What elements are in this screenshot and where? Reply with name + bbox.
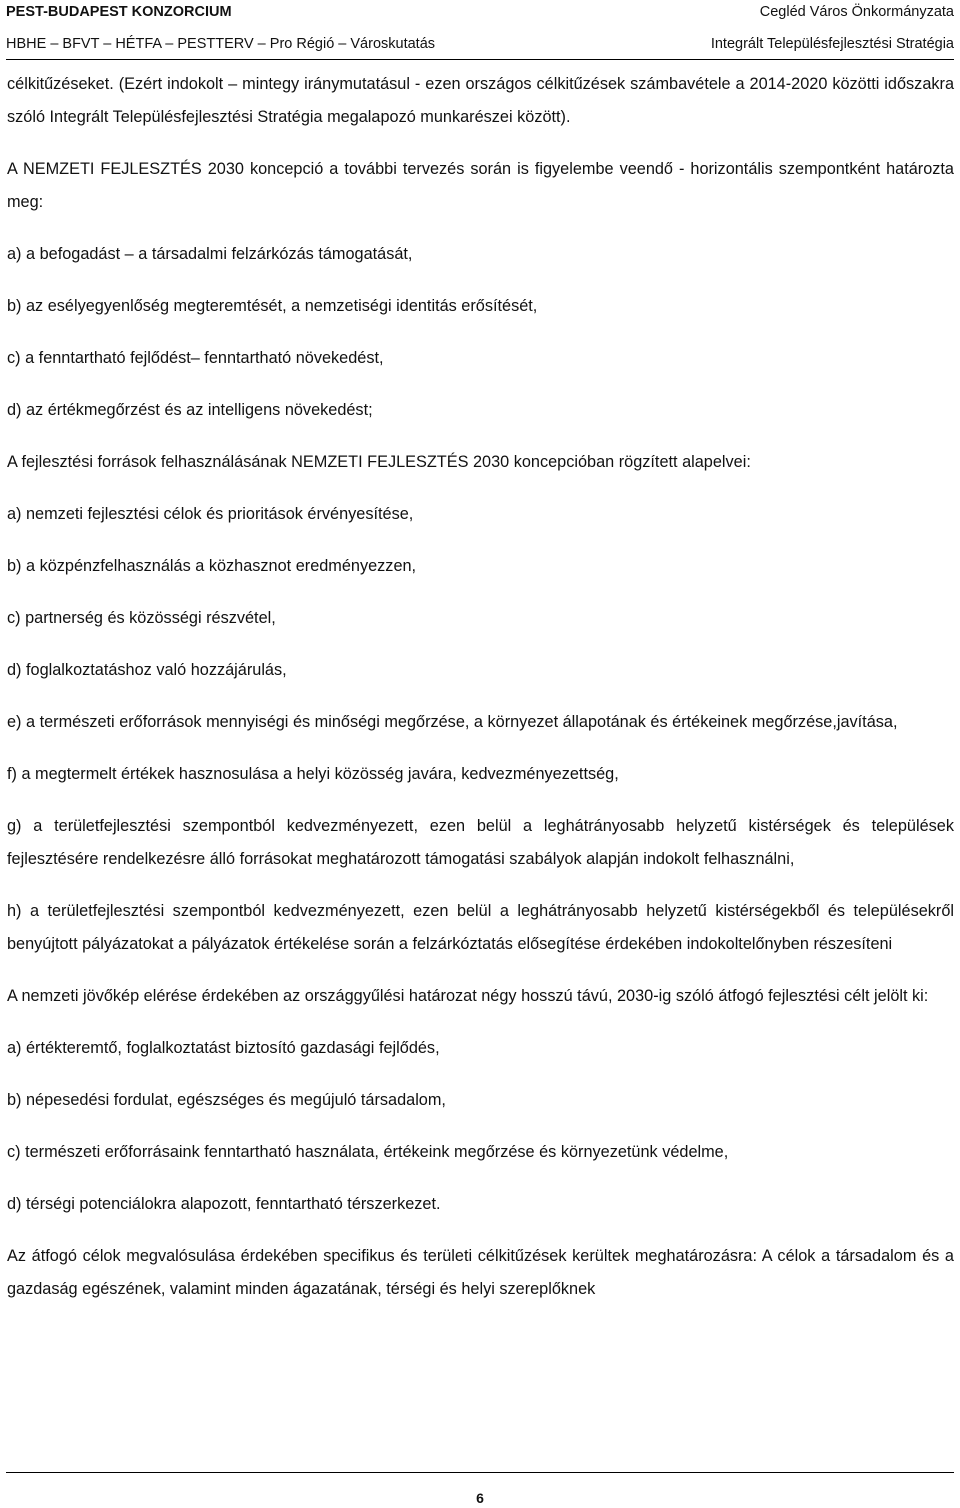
consortium-members: HBHE – BFVT – HÉTFA – PESTTERV – Pro Régió – Városkutatás	[6, 36, 436, 52]
document-body	[7, 68, 954, 1306]
list-item: b) az esélyegyenlőség megteremtését, a nemzetiségi identitás erősítését,	[7, 297, 538, 315]
page-header	[0, 0, 960, 62]
list-item: c) partnerség és közösségi részvétel,	[7, 609, 276, 627]
list-item: d) az értékmegőrzést és az intelligens növekedést;	[7, 401, 373, 419]
list-item: g) a területfejlesztési szempontból kedvezményezett, ezen belül a leghátrányosabb helyzetű kistérségek és települések fejlesztésére rendelkezésre álló forrásokat meghatározott támogatási szabályok alapján indokolt felhasználni,	[7, 817, 954, 868]
footer-divider	[6, 1472, 954, 1473]
list-item: b) népesedési fordulat, egészséges és megújuló társadalom,	[7, 1091, 446, 1109]
consortium-title: PEST-BUDAPEST KONZORCIUM	[6, 4, 232, 20]
paragraph: A NEMZETI FEJLESZTÉS 2030 koncepció a további tervezés során is figyelembe veendő - horizontális szempontként határozta meg:	[7, 160, 954, 211]
header-divider	[6, 59, 954, 60]
document-title: Integrált Településfejlesztési Stratégia	[710, 36, 954, 52]
client-name: Cegléd Város Önkormányzata	[759, 4, 954, 20]
paragraph: A nemzeti jövőkép elérése érdekében az országgyűlési határozat négy hosszú távú, 2030-ig szóló átfogó fejlesztési célt jelölt ki:	[7, 987, 929, 1005]
list-item: d) foglalkoztatáshoz való hozzájárulás,	[7, 661, 287, 679]
list-item: c) a fenntartható fejlődést– fenntartható növekedést,	[7, 349, 384, 367]
page-number: 6	[476, 1490, 484, 1506]
list-item: a) nemzeti fejlesztési célok és prioritások érvényesítése,	[7, 505, 414, 523]
paragraph: célkitűzéseket. (Ezért indokolt – mintegy iránymutatásul - ezen országos célkitűzések számbavétele a 2014-2020 közötti időszakra szóló Integrált Településfejlesztési Stratégia megalapozó munkarészei között).	[7, 75, 954, 126]
list-item: f) a megtermelt értékek hasznosulása a helyi közösség javára, kedvezményezettség,	[7, 765, 619, 783]
list-item: h) a területfejlesztési szempontból kedvezményezett, ezen belül a leghátrányosabb helyzetű kistérségekből és településekről benyújtott pályázatokat a pályázatok értékelése során a felzárkóztatás elősegítése érdekében indokoltelőnyben részesíteni	[7, 902, 954, 953]
list-item: b) a közpénzfelhasználás a közhasznot eredményezzen,	[7, 557, 417, 575]
list-item: d) térségi potenciálokra alapozott, fenntartható térszerkezet.	[7, 1195, 441, 1213]
list-item: a) értékteremtő, foglalkoztatást biztosító gazdasági fejlődés,	[7, 1039, 440, 1057]
list-item: e) a természeti erőforrások mennyiségi és minőségi megőrzése, a környezet állapotának és értékeinek megőrzése,javítása,	[7, 713, 898, 731]
paragraph: Az átfogó célok megvalósulása érdekében specifikus és területi célkitűzések kerültek meghatározásra: A célok a társadalom és a gazdaság egészének, valamint minden ágazatának, térségi és helyi szereplőknek	[7, 1247, 954, 1298]
list-item: c) természeti erőforrásaink fenntartható használata, értékeink megőrzése és környezetünk védelme,	[7, 1143, 729, 1161]
list-item: a) a befogadást – a társadalmi felzárkózás támogatását,	[7, 245, 413, 263]
paragraph: A fejlesztési források felhasználásának NEMZETI FEJLESZTÉS 2030 koncepcióban rögzített alapelvei:	[7, 453, 751, 471]
